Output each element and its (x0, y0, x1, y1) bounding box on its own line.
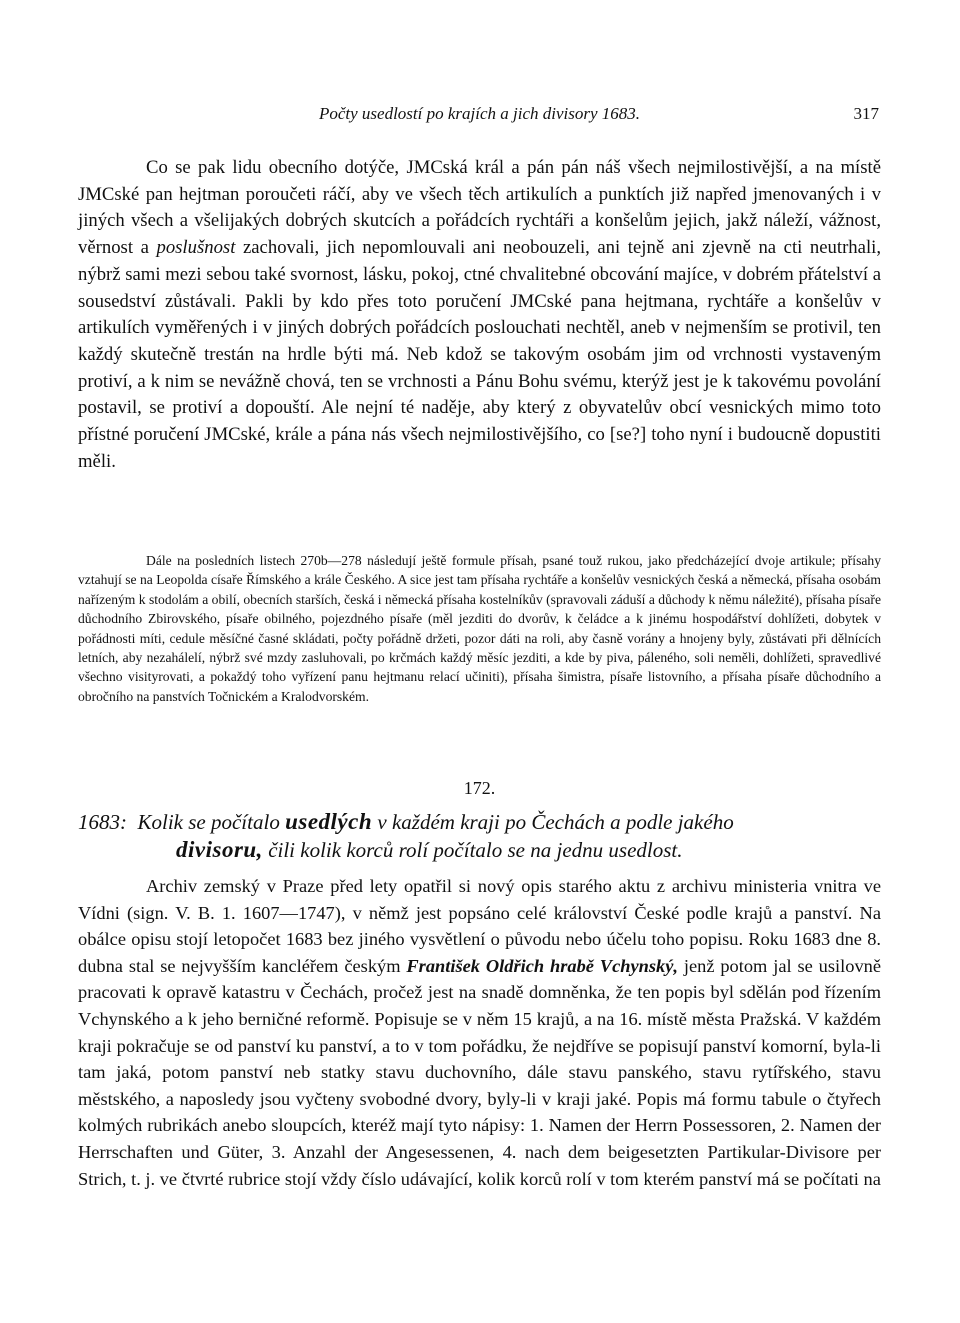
heading-text: čili kolik korců rolí počítalo se na jednu usedlost. (268, 838, 683, 862)
paragraph-text: Co se pak lidu obecního dotýče, JMCská král a pán pán náš všech nejmilostivější, a na místě JMCské pan hejtman poroučeti ráčí, aby ve všech těch artikulích a punktích již napřed jmenovaných i v jiných všech a všelijakých dobrých skutcích a pořádcích rychtáři a konšelům jejich, jakž náleží, vážnost, věrnost a (78, 157, 881, 259)
paragraph-italic-name: František Oldřich hrabě Vchynský, (406, 955, 678, 976)
page-number: 317 (853, 104, 879, 123)
document-page (78, 0, 881, 1323)
heading-text: Kolik se počítalo (137, 810, 280, 834)
paragraph-text: Archiv zemský v Praze před lety opatřil si nový opis starého aktu z archivu ministeria vnitra ve Vídni (sign. V. B. 1. 1607—1747), v němž jest popsáno celé království České podle krajů a panství. Na obálce opisu stojí letopočet 1683 bez jiného vysvětlení o původu nebo účelu toho popisu. Roku 1683 dne 8. dubna stal se nejvyšším kancléřem českým (78, 876, 881, 976)
document-number: 172. (463, 778, 496, 798)
paragraph-italic-word: poslušnost (156, 237, 236, 259)
heading-text: v každém kraji po Čechách a podle jakého (377, 810, 734, 834)
heading-year: 1683: (78, 810, 127, 834)
document-heading (78, 808, 881, 864)
paragraph-text: jenž potom jal se usilovně pracovati k opravě katastru v Čechách, pročež jest na snadě domněnka, že ten popis byl sdělán pod řízením Vchynského a k jeho berničné reformě. Popisuje se v něm 15 krajů, a na 16. místě města Pražská. V každém kraji pokračuje se od panství ku panství, a to v tom pořádku, že nejdříve se popisují panství komorní, byla-li tam jaká, potom panství neb statky stavu duchovního, dále stavu panského, stavu rytířského, stavu městského, a naposledy jsou vyčteny svobodné dvory, byly-li v kraji jaké. Popis má formu tabule o čtyřech kolmých rubrikách anebo sloupcích, kteréž mají tyto nápisy: 1. Namen der Herrn Possessoren, 2. Namen der Herrschaften und Güter, 3. Anzahl der Angesessenen, 4. nach dem beigesetzten Partikular-Divisore per Strich, t. j. ve čtvrté rubrice stojí vždy číslo udávající, kolik korců rolí v tom kterém panství má se počítati na (78, 955, 882, 1189)
paragraph-text: zachovali, jich nepomlouvali ani neobouzeli, ani tejně ani zjevně na cti neutrhali, nýbrž sami mezi sebou také svornost, lásku, pokoj, ctné chvalitebné obcování majíce, v dobrém přátelství a sousedství zůstávali. Pakli by kdo přes toto poručení JMCské pana hejtmana, rychtáře a konšelův v artikulích vyměřených i v jiných dobrých pořádcích poslouchati nechtěl, aneb v nejmenším se protivil, ten každý skutečně trestán na hrdle býti má. Neb kdož se takovým osobám jim od vrchnosti vystaveným protiví, a k nim se nevážně chová, ten se vrchnosti a Pánu Bohu svému, kterýž jest je k takovému povolání postavil, se protiví a dopouští. Ale nejní té naděje, aby který z obyvatelův obcí vesnických mimo toto přístné poručení JMCské, krále a pána nás všech nejmilostivějšího, co [se?] toho nyní i budoucně dopustiti měli. (78, 237, 881, 472)
paragraph-main (78, 155, 881, 475)
paragraph-archive (78, 873, 881, 1192)
heading-emphasis: divisoru, (176, 837, 263, 862)
editorial-note: Dále na posledních listech 270b—278 následují ještě formule přísah, psané touž rukou, jako předcházející dvoje artikule; přísahy vztahují se na Leopolda císaře Římského a krále Českého. A sice jest tam přísaha rychtáře a konšelův vesnických česká a německá, přísaha osobám nařízeným k stodolám a obilí, obecních starších, česká i německá přísaha kostelníkův (spravovali záduší a důchody k němu náležité), přísaha písaře důchodního Zbirovského, písaře obilného, pojezdného písaře (měl jezditi do dvorův, k čeládce a k jinému hospodářství dohlížeti, dobytek v pořádnosti míti, cedule měsíčné časné skládati, počty pořádně držeti, pozor dáti na roli, aby časně vorány a hnojeny byly, zůstávati při dělnících letních, aby nezahálelí, nýbrž své mzdy zasluhovali, po krčmách každý měsíc jezditi, a kde by piva, páleného, soli neměli, dohlížeti, spravedlivé všechno visityrovati, a pokaždý toho vyřízení panu hejtmanu relací učiniti), přísaha šimistra, písaře listovního, a přísaha písaře důchodního a obročního na panstvích Točnickém a Kralodvorském. (78, 553, 881, 704)
heading-line-2 (78, 836, 881, 864)
heading-emphasis: usedlých (285, 809, 373, 834)
running-header (78, 102, 881, 126)
running-title: Počty usedlostí po krajích a jich divisory 1683. (318, 104, 641, 123)
